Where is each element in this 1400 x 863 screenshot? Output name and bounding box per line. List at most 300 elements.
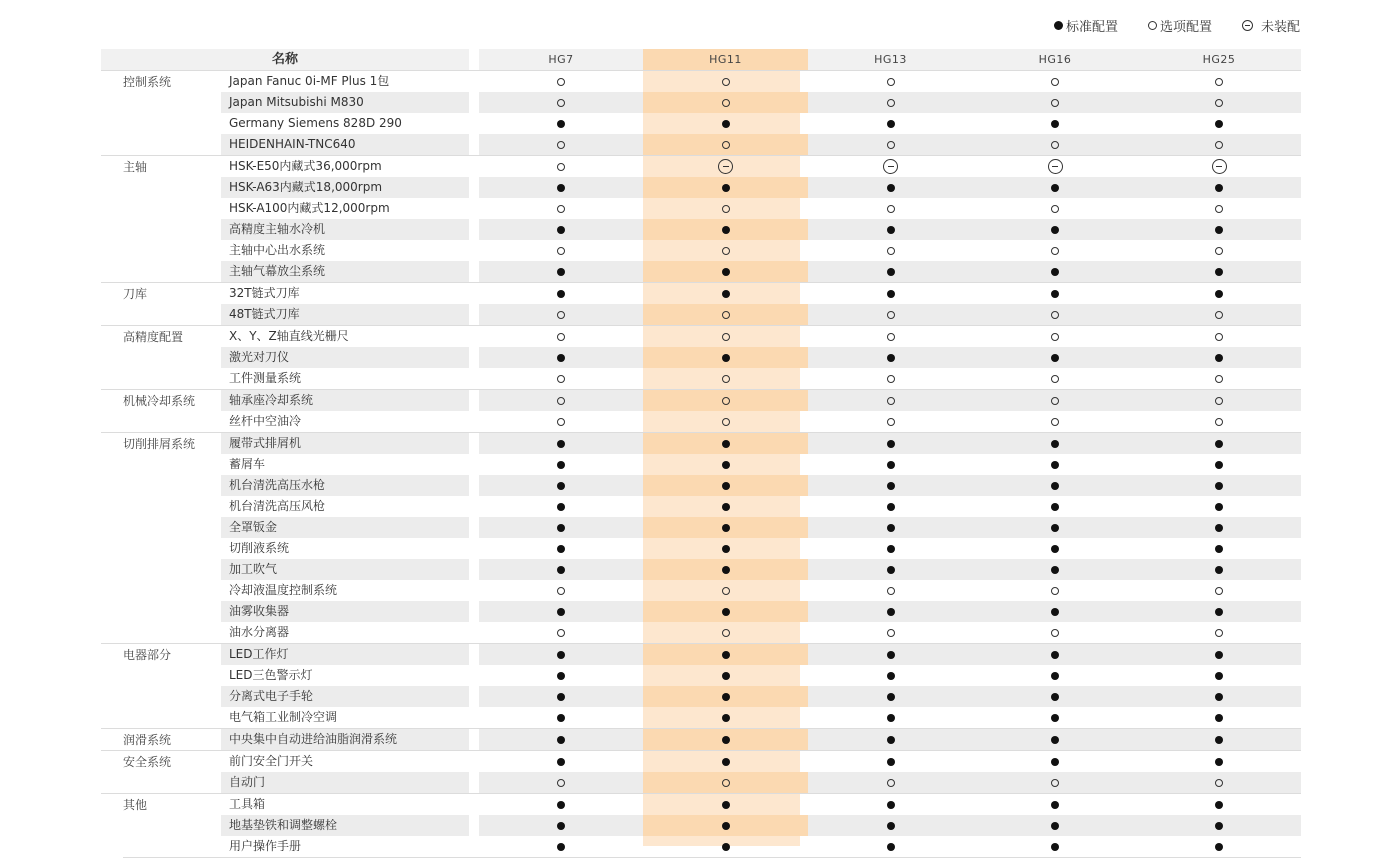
legend-standard-label: 标准配置	[1065, 20, 1118, 35]
optional-ring-icon	[887, 247, 895, 255]
optional-ring-icon	[722, 375, 730, 383]
config-cell	[808, 454, 973, 475]
config-cell	[643, 580, 808, 601]
config-cell	[808, 772, 973, 793]
config-cell	[643, 496, 808, 517]
optional-ring-icon	[722, 141, 730, 149]
row-feature: 加工吹气	[221, 559, 469, 580]
table-row	[101, 559, 1301, 580]
optional-ring-icon	[722, 779, 730, 787]
optional-ring-icon	[887, 333, 895, 341]
config-cell	[479, 665, 643, 686]
optional-ring-icon	[1051, 418, 1059, 426]
config-cell	[973, 601, 1137, 622]
config-cell	[1137, 134, 1301, 155]
standard-dot-icon	[722, 822, 730, 830]
table-header	[101, 49, 1301, 70]
config-cell	[643, 134, 808, 155]
standard-dot-icon	[887, 524, 895, 532]
config-cell	[973, 836, 1137, 857]
config-cell	[808, 538, 973, 559]
standard-dot-icon	[1051, 184, 1059, 192]
config-cell	[808, 261, 973, 282]
config-cell	[973, 390, 1137, 411]
config-cell	[643, 751, 808, 772]
optional-ring-icon	[1051, 247, 1059, 255]
config-cell	[808, 644, 973, 665]
table-row	[101, 325, 1301, 347]
table-row	[101, 793, 1301, 815]
config-cell	[808, 751, 973, 772]
row-feature: 自动门	[221, 772, 469, 793]
standard-dot-icon	[1051, 801, 1059, 809]
standard-dot-icon	[557, 843, 565, 851]
optional-ring-icon	[557, 99, 565, 107]
row-feature: 32T链式刀库	[229, 286, 300, 300]
standard-dot-icon	[1215, 503, 1223, 511]
config-cell	[479, 475, 643, 496]
table-row	[101, 454, 1301, 475]
standard-dot-icon	[1051, 608, 1059, 616]
optional-ring-icon	[887, 629, 895, 637]
optional-ring-icon	[887, 205, 895, 213]
config-cell	[973, 496, 1137, 517]
config-cell	[1137, 772, 1301, 793]
table-row	[101, 601, 1301, 622]
config-cell	[643, 517, 808, 538]
standard-dot-icon	[887, 843, 895, 851]
optional-ring-icon	[722, 99, 730, 107]
config-cell	[1137, 836, 1301, 857]
standard-dot-icon	[557, 461, 565, 469]
config-cell	[643, 707, 808, 728]
config-cell	[973, 751, 1137, 772]
config-cell	[643, 794, 808, 815]
optional-ring-icon	[1051, 78, 1059, 86]
standard-dot-icon	[887, 758, 895, 766]
config-cell	[1137, 219, 1301, 240]
config-cell	[1137, 261, 1301, 282]
config-cell	[643, 622, 808, 643]
config-cell	[808, 433, 973, 454]
table-row	[101, 728, 1301, 750]
optional-ring-icon	[1215, 99, 1223, 107]
legend-optional	[1148, 16, 1212, 35]
standard-dot-icon	[557, 120, 565, 128]
config-cell	[808, 707, 973, 728]
table-row	[101, 643, 1301, 665]
table-row	[101, 836, 1301, 857]
row-feature: 丝杆中空油冷	[229, 414, 302, 428]
standard-dot-icon	[1215, 226, 1223, 234]
standard-dot-icon	[722, 226, 730, 234]
standard-dot-icon	[557, 672, 565, 680]
optional-ring-icon	[557, 311, 565, 319]
row-feature: Japan Fanuc 0i-MF Plus 1包	[229, 74, 390, 88]
config-cell	[479, 390, 643, 411]
optional-ring-icon	[557, 333, 565, 341]
row-feature: X、Y、Z轴直线光栅尺	[229, 329, 349, 343]
optional-ring-icon	[1215, 629, 1223, 637]
row-feature: 激光对刀仪	[221, 347, 469, 368]
standard-dot-icon	[557, 184, 565, 192]
standard-dot-icon	[1051, 822, 1059, 830]
standard-dot-icon	[722, 461, 730, 469]
standard-dot-icon	[1215, 608, 1223, 616]
table-row	[101, 411, 1301, 432]
optional-ring-icon	[722, 587, 730, 595]
table-row	[101, 240, 1301, 261]
config-cell	[1137, 538, 1301, 559]
table-row	[101, 496, 1301, 517]
config-cell	[643, 538, 808, 559]
optional-ring-icon	[557, 247, 565, 255]
optional-ring-icon	[1215, 78, 1223, 86]
standard-dot-icon	[1215, 843, 1223, 851]
config-cell	[808, 686, 973, 707]
config-cell	[479, 92, 643, 113]
row-feature: 48T链式刀库	[221, 304, 469, 325]
table-row	[101, 815, 1301, 836]
table-row	[101, 538, 1301, 559]
optional-ring-icon	[557, 779, 565, 787]
not-equipped-icon	[883, 159, 898, 174]
standard-dot-icon	[557, 714, 565, 722]
config-cell	[479, 794, 643, 815]
config-cell	[973, 815, 1137, 836]
row-feature: LED工作灯	[221, 644, 469, 665]
row-feature: HSK-A100内藏式12,000rpm	[229, 201, 390, 215]
config-cell	[808, 390, 973, 411]
config-cell	[479, 729, 643, 750]
standard-dot-icon	[722, 714, 730, 722]
header-name: 名称	[101, 49, 469, 70]
config-cell	[1137, 411, 1301, 432]
row-category: 主轴	[123, 160, 148, 174]
config-cell	[1137, 794, 1301, 815]
config-cell	[808, 92, 973, 113]
optional-ring-icon	[1051, 311, 1059, 319]
config-cell	[808, 580, 973, 601]
config-cell	[1137, 686, 1301, 707]
config-cell	[1137, 475, 1301, 496]
config-cell	[973, 622, 1137, 643]
standard-dot-icon	[557, 822, 565, 830]
standard-dot-icon	[1051, 843, 1059, 851]
optional-ring-icon	[722, 418, 730, 426]
optional-ring-icon	[1215, 375, 1223, 383]
config-cell	[808, 134, 973, 155]
standard-dot-icon	[887, 354, 895, 362]
table-row	[101, 92, 1301, 113]
table-row	[101, 580, 1301, 601]
standard-dot-icon	[1215, 758, 1223, 766]
config-cell	[643, 836, 808, 857]
standard-dot-icon	[1051, 758, 1059, 766]
standard-dot-icon	[557, 268, 565, 276]
optional-ring-icon	[887, 78, 895, 86]
standard-dot-icon	[1051, 566, 1059, 574]
row-feature: 工件测量系统	[229, 371, 302, 385]
optional-ring-icon	[1051, 779, 1059, 787]
standard-dot-icon	[1215, 354, 1223, 362]
config-cell	[1137, 496, 1301, 517]
standard-dot-icon	[1051, 693, 1059, 701]
standard-dot-icon	[1215, 801, 1223, 809]
config-cell	[973, 794, 1137, 815]
config-cell	[643, 559, 808, 580]
standard-dot-icon	[722, 184, 730, 192]
table-row	[101, 665, 1301, 686]
optional-ring-icon	[557, 629, 565, 637]
config-cell	[643, 475, 808, 496]
standard-dot-icon	[1051, 545, 1059, 553]
standard-dot-icon	[722, 290, 730, 298]
standard-dot-icon	[1051, 524, 1059, 532]
row-feature: 电气箱工业制冷空调	[229, 710, 338, 724]
standard-dot-icon	[1051, 461, 1059, 469]
config-cell	[973, 240, 1137, 261]
config-cell	[1137, 304, 1301, 325]
config-cell	[973, 729, 1137, 750]
config-cell	[1137, 751, 1301, 772]
table-row	[101, 304, 1301, 325]
row-feature: LED三色警示灯	[229, 668, 313, 682]
config-cell	[808, 794, 973, 815]
config-cell	[808, 304, 973, 325]
optional-ring-icon	[1215, 418, 1223, 426]
standard-dot-icon	[557, 482, 565, 490]
config-cell	[973, 219, 1137, 240]
config-cell	[808, 411, 973, 432]
config-cell	[643, 177, 808, 198]
standard-dot-icon	[887, 226, 895, 234]
optional-ring-icon	[722, 247, 730, 255]
not-equipped-icon	[718, 159, 733, 174]
standard-dot-icon	[557, 651, 565, 659]
standard-dot-icon	[1215, 822, 1223, 830]
config-cell	[973, 134, 1137, 155]
config-cell	[643, 433, 808, 454]
optional-ring-icon	[1051, 587, 1059, 595]
legend-not-equipped-label: 未装配	[1260, 20, 1300, 35]
config-cell	[479, 113, 643, 134]
optional-ring-icon	[1215, 311, 1223, 319]
config-cell	[973, 433, 1137, 454]
config-cell	[479, 368, 643, 389]
config-cell	[973, 283, 1137, 304]
config-cell	[479, 177, 643, 198]
legend-standard	[1054, 16, 1118, 35]
row-feature: 中央集中自动进给油脂润滑系统	[221, 729, 469, 750]
config-cell	[973, 368, 1137, 389]
config-cell	[643, 219, 808, 240]
standard-dot-icon	[1051, 120, 1059, 128]
standard-dot-icon	[1215, 714, 1223, 722]
standard-dot-icon	[557, 226, 565, 234]
config-cell	[1137, 580, 1301, 601]
standard-dot-icon	[1051, 268, 1059, 276]
standard-dot-icon	[722, 268, 730, 276]
optional-ring-icon	[1215, 247, 1223, 255]
config-cell	[643, 198, 808, 219]
config-cell	[973, 113, 1137, 134]
config-cell	[1137, 454, 1301, 475]
config-cell	[643, 729, 808, 750]
table-row	[101, 282, 1301, 304]
optional-ring-icon	[557, 141, 565, 149]
optional-ring-icon	[557, 418, 565, 426]
config-cell	[479, 433, 643, 454]
standard-dot-icon	[557, 608, 565, 616]
standard-dot-icon	[557, 693, 565, 701]
optional-ring-icon	[1215, 397, 1223, 405]
config-cell	[1137, 368, 1301, 389]
standard-dot-icon	[722, 758, 730, 766]
table-row	[101, 622, 1301, 643]
row-feature: 全罩钣金	[221, 517, 469, 538]
table-row	[101, 177, 1301, 198]
standard-dot-icon	[1051, 482, 1059, 490]
table-row	[101, 389, 1301, 411]
standard-dot-icon	[887, 482, 895, 490]
config-cell	[973, 475, 1137, 496]
standard-dot-icon	[1051, 672, 1059, 680]
hollow-circle-icon	[1148, 21, 1157, 30]
optional-ring-icon	[1215, 779, 1223, 787]
config-cell	[808, 559, 973, 580]
row-feature: 主轴中心出水系统	[229, 243, 326, 257]
row-feature: Germany Siemens 828D 290	[229, 116, 402, 130]
config-cell	[643, 326, 808, 347]
config-cell	[643, 454, 808, 475]
standard-dot-icon	[722, 672, 730, 680]
standard-dot-icon	[887, 440, 895, 448]
config-cell	[479, 283, 643, 304]
config-cell	[808, 729, 973, 750]
standard-dot-icon	[1215, 268, 1223, 276]
config-cell	[973, 198, 1137, 219]
table-row	[101, 750, 1301, 772]
config-cell	[808, 475, 973, 496]
config-cell	[643, 665, 808, 686]
row-feature: 工具箱	[229, 797, 266, 811]
row-feature: 地基垫铁和调整螺栓	[221, 815, 469, 836]
config-cell	[973, 261, 1137, 282]
config-cell	[808, 113, 973, 134]
standard-dot-icon	[722, 736, 730, 744]
standard-dot-icon	[887, 822, 895, 830]
config-cell	[479, 326, 643, 347]
config-cell	[1137, 326, 1301, 347]
optional-ring-icon	[1051, 141, 1059, 149]
standard-dot-icon	[722, 566, 730, 574]
config-cell	[808, 836, 973, 857]
config-cell	[973, 772, 1137, 793]
table-row	[101, 261, 1301, 282]
standard-dot-icon	[722, 843, 730, 851]
standard-dot-icon	[557, 524, 565, 532]
config-cell	[973, 454, 1137, 475]
config-cell	[643, 368, 808, 389]
config-cell	[1137, 707, 1301, 728]
standard-dot-icon	[557, 566, 565, 574]
config-cell	[479, 496, 643, 517]
standard-dot-icon	[1215, 290, 1223, 298]
optional-ring-icon	[557, 205, 565, 213]
row-category: 控制系统	[123, 75, 172, 89]
row-feature: 分离式电子手轮	[221, 686, 469, 707]
config-cell	[973, 517, 1137, 538]
config-cell	[1137, 815, 1301, 836]
header-model: HG13	[808, 49, 973, 70]
filled-circle-icon	[1054, 21, 1063, 30]
config-cell	[1137, 644, 1301, 665]
standard-dot-icon	[722, 651, 730, 659]
standard-dot-icon	[1215, 184, 1223, 192]
standard-dot-icon	[1215, 120, 1223, 128]
config-cell	[1137, 433, 1301, 454]
config-cell	[808, 283, 973, 304]
legend-optional-label: 选项配置	[1159, 20, 1212, 35]
config-cell	[643, 772, 808, 793]
config-cell	[479, 517, 643, 538]
table-row	[101, 432, 1301, 454]
optional-ring-icon	[722, 311, 730, 319]
config-cell	[479, 71, 643, 92]
config-cell	[479, 686, 643, 707]
optional-ring-icon	[1051, 375, 1059, 383]
optional-ring-icon	[887, 779, 895, 787]
row-feature: 油雾收集器	[221, 601, 469, 622]
config-cell	[479, 644, 643, 665]
table-row	[101, 772, 1301, 793]
config-cell	[479, 601, 643, 622]
config-cell	[1137, 92, 1301, 113]
circle-minus-icon	[1242, 20, 1253, 31]
standard-dot-icon	[557, 801, 565, 809]
standard-dot-icon	[1051, 714, 1059, 722]
standard-dot-icon	[887, 608, 895, 616]
optional-ring-icon	[1215, 205, 1223, 213]
row-feature: 主轴气幕放尘系统	[221, 261, 469, 282]
optional-ring-icon	[557, 587, 565, 595]
config-cell	[479, 751, 643, 772]
config-cell	[479, 622, 643, 643]
optional-ring-icon	[887, 397, 895, 405]
config-cell	[973, 71, 1137, 92]
standard-dot-icon	[887, 184, 895, 192]
standard-dot-icon	[722, 354, 730, 362]
optional-ring-icon	[722, 397, 730, 405]
row-feature: Japan Mitsubishi M830	[221, 92, 469, 113]
config-cell	[479, 156, 643, 177]
standard-dot-icon	[887, 566, 895, 574]
optional-ring-icon	[557, 163, 565, 171]
standard-dot-icon	[1215, 672, 1223, 680]
standard-dot-icon	[1051, 354, 1059, 362]
standard-dot-icon	[557, 503, 565, 511]
standard-dot-icon	[1215, 566, 1223, 574]
row-feature: 前门安全门开关	[229, 754, 314, 768]
config-cell	[1137, 71, 1301, 92]
row-feature: 冷却液温度控制系统	[229, 583, 338, 597]
table-row	[101, 155, 1301, 177]
row-feature: 蓄屑车	[229, 457, 266, 471]
config-cell	[643, 283, 808, 304]
table-row	[101, 475, 1301, 496]
row-category: 高精度配置	[123, 330, 184, 344]
